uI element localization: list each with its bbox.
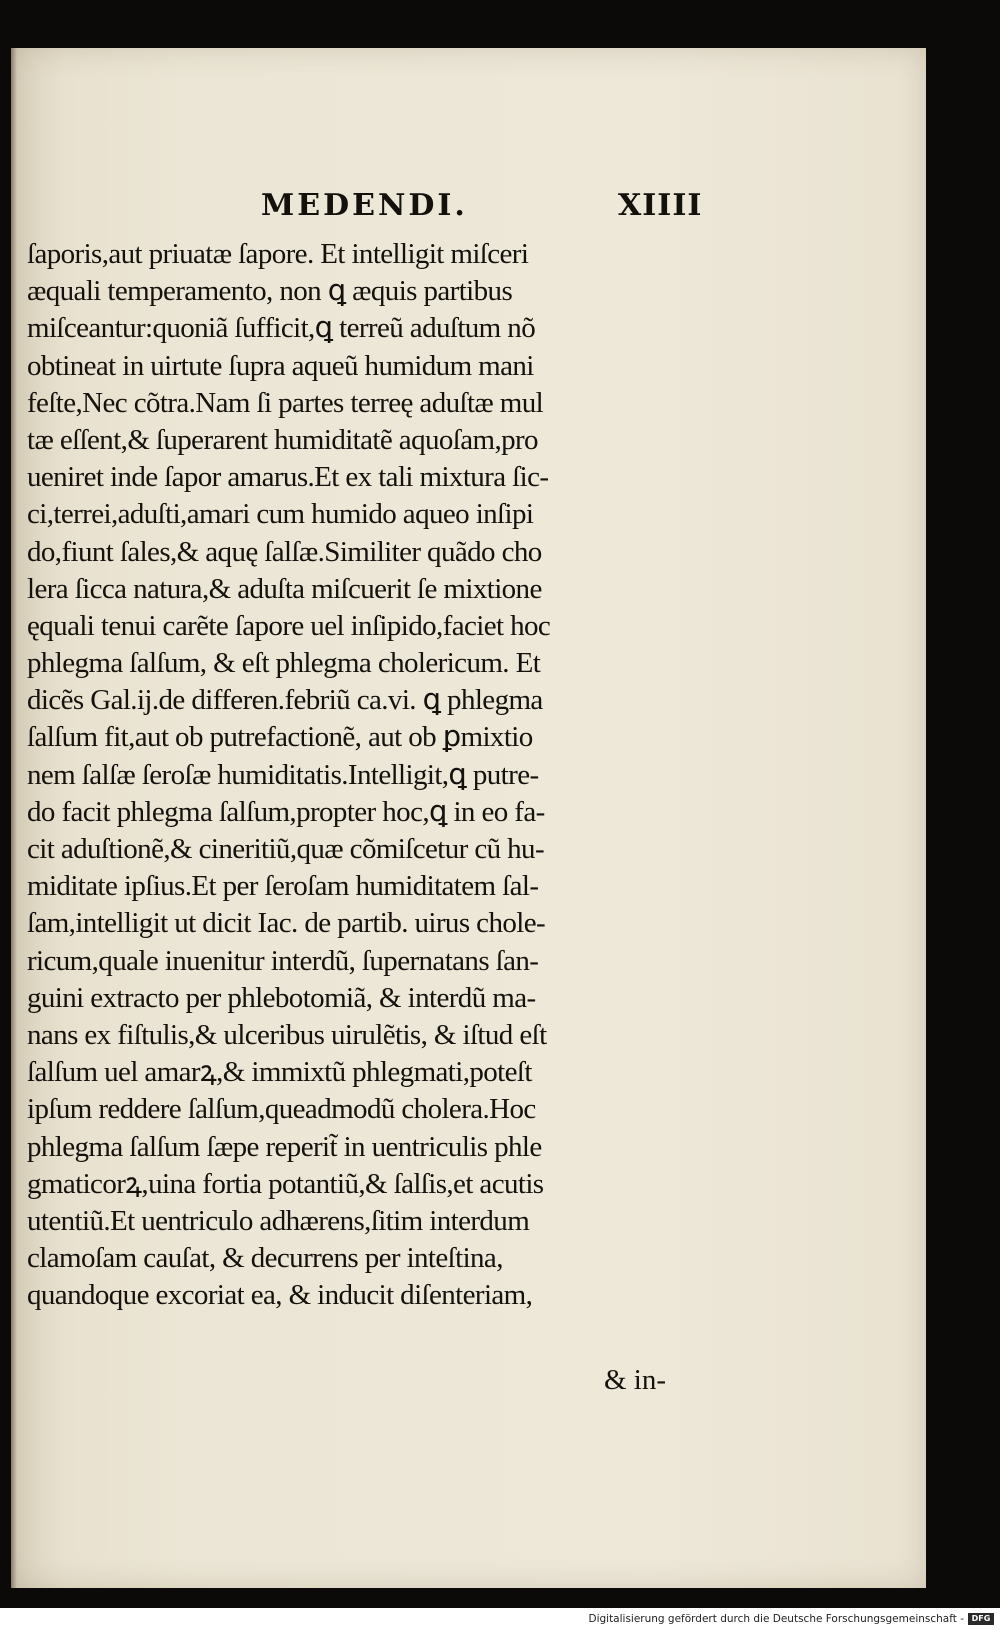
text-line: cit aduſtionẽ,& cineritiũ,quæ cõmiſcetur cũ hu- (27, 833, 545, 865)
folio-number: XIIII (618, 188, 703, 223)
text-line: nem ſalſæ ſeroſæ humiditatis.Intelligit,ꝗ putre- (27, 758, 539, 791)
text-line: clamoſam cauſat, & decurrens per inteſtina, (27, 1242, 503, 1275)
text-line: guini extracto per phlebotomiã, & interdũ ma- (27, 981, 536, 1014)
text-line: phlegma ſalſum, & eſt phlegma cholericum. Et (27, 647, 541, 680)
text-line: ſam,intelligit ut dicit Iac. de partib. uirus chole- (27, 907, 546, 940)
text-line: gmaticorꝝ,uina fortia potantiũ,& ſalſis,et acutis (27, 1167, 544, 1200)
text-line: ci,terrei,aduſti,amari cum humido aqueo inſipi (27, 498, 534, 531)
text-line: miditate ipſius.Et per ſeroſam humiditatem ſal- (27, 870, 539, 903)
text-line: do facit phlegma ſalſum,propter hoc,ꝗ in eo fa- (27, 795, 545, 828)
funding-credit: Digitalisierung gefördert durch die Deutsche Forschungsgemeinschaft - (588, 1613, 964, 1625)
running-head-title: MEDENDI. (261, 188, 468, 223)
catchword: & in- (604, 1364, 667, 1396)
text-line: ipſum reddere ſalſum,queadmodũ cholera.Hoc (27, 1093, 536, 1126)
text-line: feſte,Nec cõtra.Nam ſi partes terreę aduſtæ mul (27, 386, 544, 419)
text-line: quandoque excoriat ea, & inducit diſenteriam, (27, 1279, 533, 1312)
text-line: miſceantur:quoniã ſufficit,ꝗ terreũ aduſtum nõ (27, 312, 536, 345)
text-line: nans ex fiſtulis,& ulceribus uirulẽtis, & iſtud eſt (27, 1018, 547, 1051)
text-line: ſaporis,aut priuatæ ſapore. Et intelligit miſceri (27, 238, 529, 270)
book-page (11, 48, 926, 1588)
text-line: utentiũ.Et uentriculo adhærens,ſitim interdum (27, 1204, 530, 1237)
text-line: obtineat in uirtute ſupra aqueũ humidum mani (27, 349, 534, 382)
text-line: tæ eſſent,& ſuperarent humiditatẽ aquoſam,pro (27, 423, 538, 456)
text-line: ſalſum fit,aut ob putrefactionẽ, aut ob ꝑmixtio (27, 721, 533, 754)
digitization-footer (0, 1608, 1000, 1630)
text-line: ſalſum uel amarꝝ,& immixtũ phlegmati,poteſt (27, 1056, 532, 1089)
text-line: phlegma ſalſum ſæpe reperit̃ in uentriculis phle (27, 1130, 542, 1163)
text-line: æquali temperamento, non ꝗ æquis partibus (27, 275, 513, 308)
text-line: ricum,quale inuenitur interdũ, ſupernatans ſan- (27, 944, 539, 977)
text-line: do,fiunt ſales,& aquę ſalſæ.Similiter quãdo cho (27, 535, 542, 568)
text-line: ęquali tenui carẽte ſapore uel inſipido,faciet hoc (27, 609, 551, 642)
text-line: dicẽs Gal.ij.de differen.febriũ ca.vi. ꝗ phlegma (27, 684, 543, 717)
dfg-logo-icon: DFG (968, 1613, 994, 1625)
running-head (11, 188, 926, 228)
text-line: lera ſicca natura,& aduſta miſcuerit ſe mixtione (27, 572, 542, 605)
body-text (27, 236, 707, 1314)
text-line: ueniret inde ſapor amarus.Et ex tali mixtura ſic- (27, 461, 549, 494)
